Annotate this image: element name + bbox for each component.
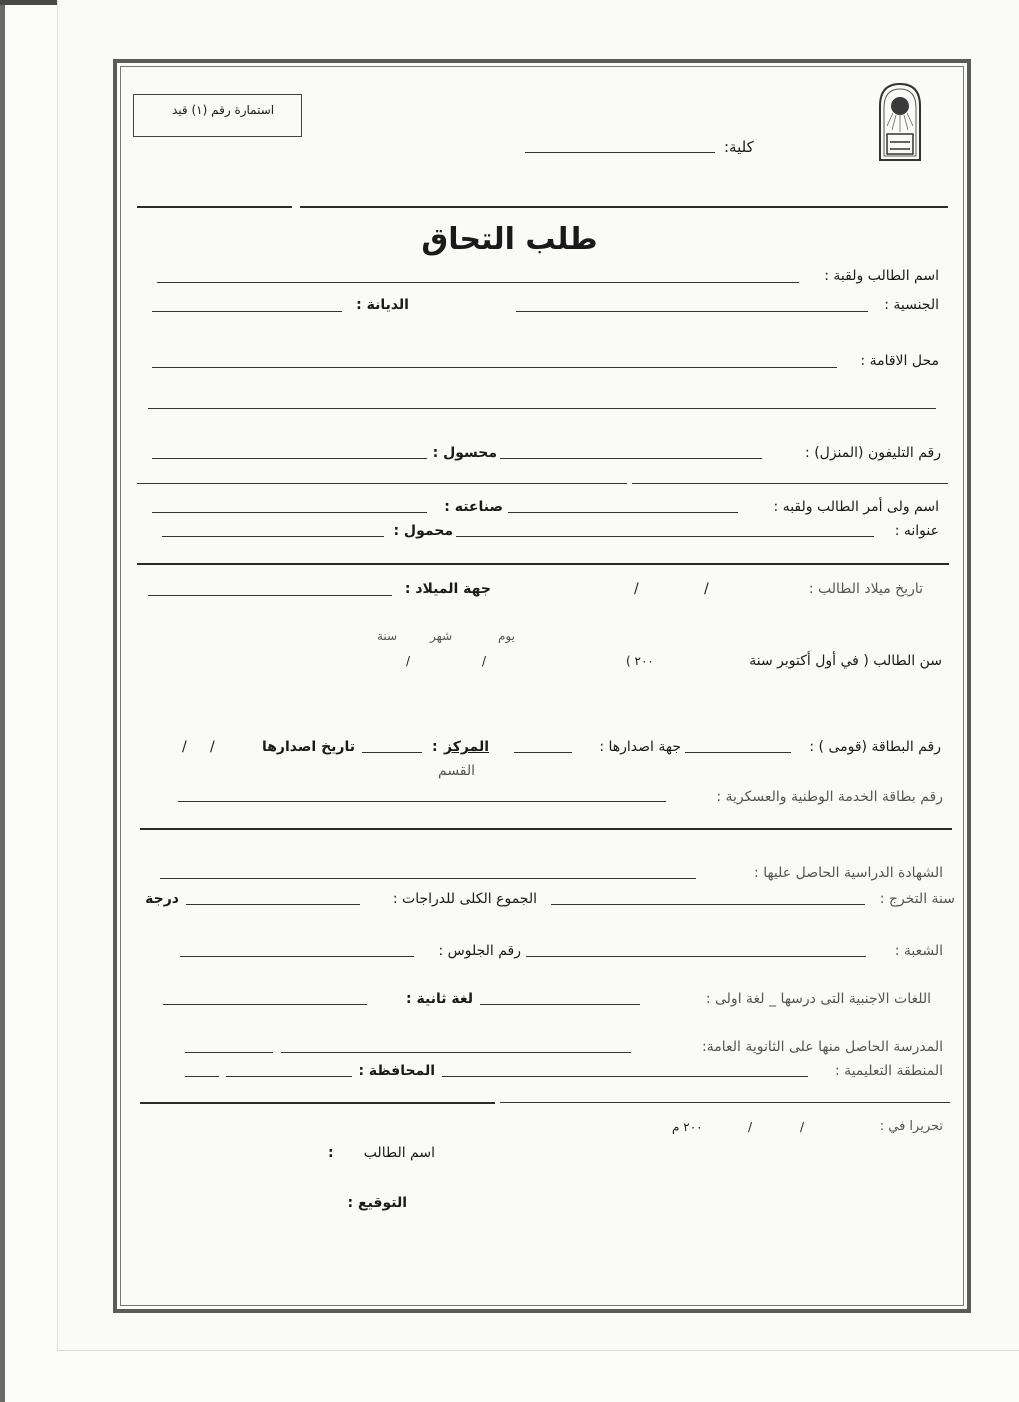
divider: [137, 206, 292, 208]
military-card-label: رقم بطاقة الخدمة الوطنية والعسكرية :: [716, 789, 943, 805]
id-number-field[interactable]: [685, 752, 791, 753]
address-field[interactable]: [456, 536, 874, 537]
residence-field[interactable]: [152, 367, 837, 368]
mobile-field[interactable]: [152, 458, 427, 459]
second-language-label: لغة ثانية :: [406, 991, 473, 1007]
page-title: طلب التحاق: [421, 222, 598, 257]
total-grades-label: الجموع الكلى للدراجات :: [392, 891, 537, 907]
branch-label: الشعبة :: [894, 943, 943, 959]
center-label: المركز: [444, 739, 490, 755]
issue-place-field[interactable]: [514, 752, 572, 753]
seat-number-label: رقم الجلوس :: [438, 943, 521, 959]
birth-date-label: تاريخ ميلاد الطالب :: [808, 581, 923, 597]
divider: [500, 1102, 950, 1103]
age-label: سن الطالب ( في أول أكتوبر سنة: [749, 653, 942, 669]
religion-field[interactable]: [152, 311, 342, 312]
religion-label: الديانة :: [356, 297, 409, 313]
scanner-edge: [0, 0, 5, 1402]
date-separator: /: [482, 654, 487, 668]
nationality-field[interactable]: [516, 311, 868, 312]
student-name-field[interactable]: [157, 282, 799, 283]
divider: [137, 563, 949, 565]
military-card-field[interactable]: [178, 801, 666, 802]
guardian-name-label: اسم ولى أمر الطالب ولقبه :: [773, 499, 939, 515]
guardian-mobile-field[interactable]: [162, 536, 384, 537]
date-separator: /: [182, 739, 187, 755]
divider: [632, 483, 948, 484]
month-label: شهر: [430, 629, 453, 643]
birth-place-field[interactable]: [148, 595, 392, 596]
first-language-field[interactable]: [480, 1004, 640, 1005]
issue-place-label: جهة اصدارها :: [599, 739, 681, 755]
branch-field[interactable]: [526, 956, 866, 957]
age-year: ٢٠٠ ): [626, 654, 654, 668]
second-language-field[interactable]: [163, 1004, 367, 1005]
birth-place-label: جهة الميلاد :: [404, 581, 491, 597]
certificate-field[interactable]: [160, 878, 696, 879]
date-separator: /: [748, 1120, 753, 1134]
section-label: القسم: [438, 763, 476, 779]
seat-number-field[interactable]: [180, 956, 414, 957]
date-separator: /: [800, 1120, 805, 1134]
residence-field-line2[interactable]: [148, 408, 936, 409]
issue-date-label: تاريخ اصدارها: [261, 739, 355, 755]
guardian-name-field[interactable]: [508, 512, 738, 513]
graduation-year-field[interactable]: [551, 904, 865, 905]
languages-label: اللغات الاجنبية التى درسها _ لغة اولى :: [705, 991, 931, 1007]
year-label: سنة: [377, 629, 398, 643]
total-grades-field[interactable]: [186, 904, 360, 905]
center-field[interactable]: [362, 752, 422, 753]
home-phone-label: رقم التليفون (المنزل) :: [805, 445, 941, 461]
faculty-label: كلية:: [724, 138, 754, 156]
school-field-extra[interactable]: [185, 1052, 273, 1053]
date-separator: /: [406, 654, 411, 668]
occupation-label: صناعته :: [444, 499, 503, 515]
residence-label: محل الاقامة :: [860, 353, 939, 369]
date-separator: /: [704, 581, 709, 597]
faculty-field[interactable]: [525, 152, 715, 153]
certificate-label: الشهادة الدراسية الحاصل عليها :: [754, 865, 943, 881]
student-name-label: اسم الطالب ولقبة :: [824, 268, 939, 284]
nationality-label: الجنسية :: [884, 297, 939, 313]
footer-student-name-label: اسم الطالب: [363, 1145, 435, 1161]
mobile-label: محسول :: [432, 445, 497, 461]
divider: [300, 206, 948, 208]
graduation-year-label: سنة التخرج :: [879, 891, 955, 907]
governorate-field-extra[interactable]: [185, 1076, 219, 1077]
day-label: يوم: [498, 629, 515, 643]
occupation-field[interactable]: [152, 512, 427, 513]
edu-zone-field[interactable]: [442, 1076, 808, 1077]
divider: [137, 483, 627, 484]
school-label: المدرسة الحاصل منها على الثانوية العامة:: [702, 1039, 943, 1055]
written-year: ٢٠٠ م: [672, 1120, 703, 1134]
written-on-label: تحريرا في :: [879, 1119, 943, 1134]
id-number-label: رقم البطاقة (قومى ) :: [809, 739, 941, 755]
home-phone-field[interactable]: [500, 458, 762, 459]
address-label: عنوانه :: [894, 523, 939, 539]
edu-zone-label: المنطقة التعليمية :: [835, 1063, 943, 1079]
date-separator: /: [634, 581, 639, 597]
signature-label: التوقيع :: [347, 1195, 407, 1211]
divider: [140, 828, 952, 830]
center-colon: :: [432, 739, 438, 755]
scanner-top-edge: [0, 0, 57, 5]
degree-label: درجة: [145, 891, 179, 907]
footer-colon: :: [328, 1145, 334, 1161]
date-separator: /: [210, 739, 215, 755]
guardian-mobile-label: محمول :: [393, 523, 453, 539]
governorate-field[interactable]: [226, 1076, 352, 1077]
university-logo: [878, 82, 922, 162]
divider: [140, 1102, 495, 1104]
governorate-label: المحافظة :: [358, 1063, 435, 1079]
school-field[interactable]: [281, 1052, 631, 1053]
form-number: استمارة رقم (١) قيد: [172, 103, 275, 117]
